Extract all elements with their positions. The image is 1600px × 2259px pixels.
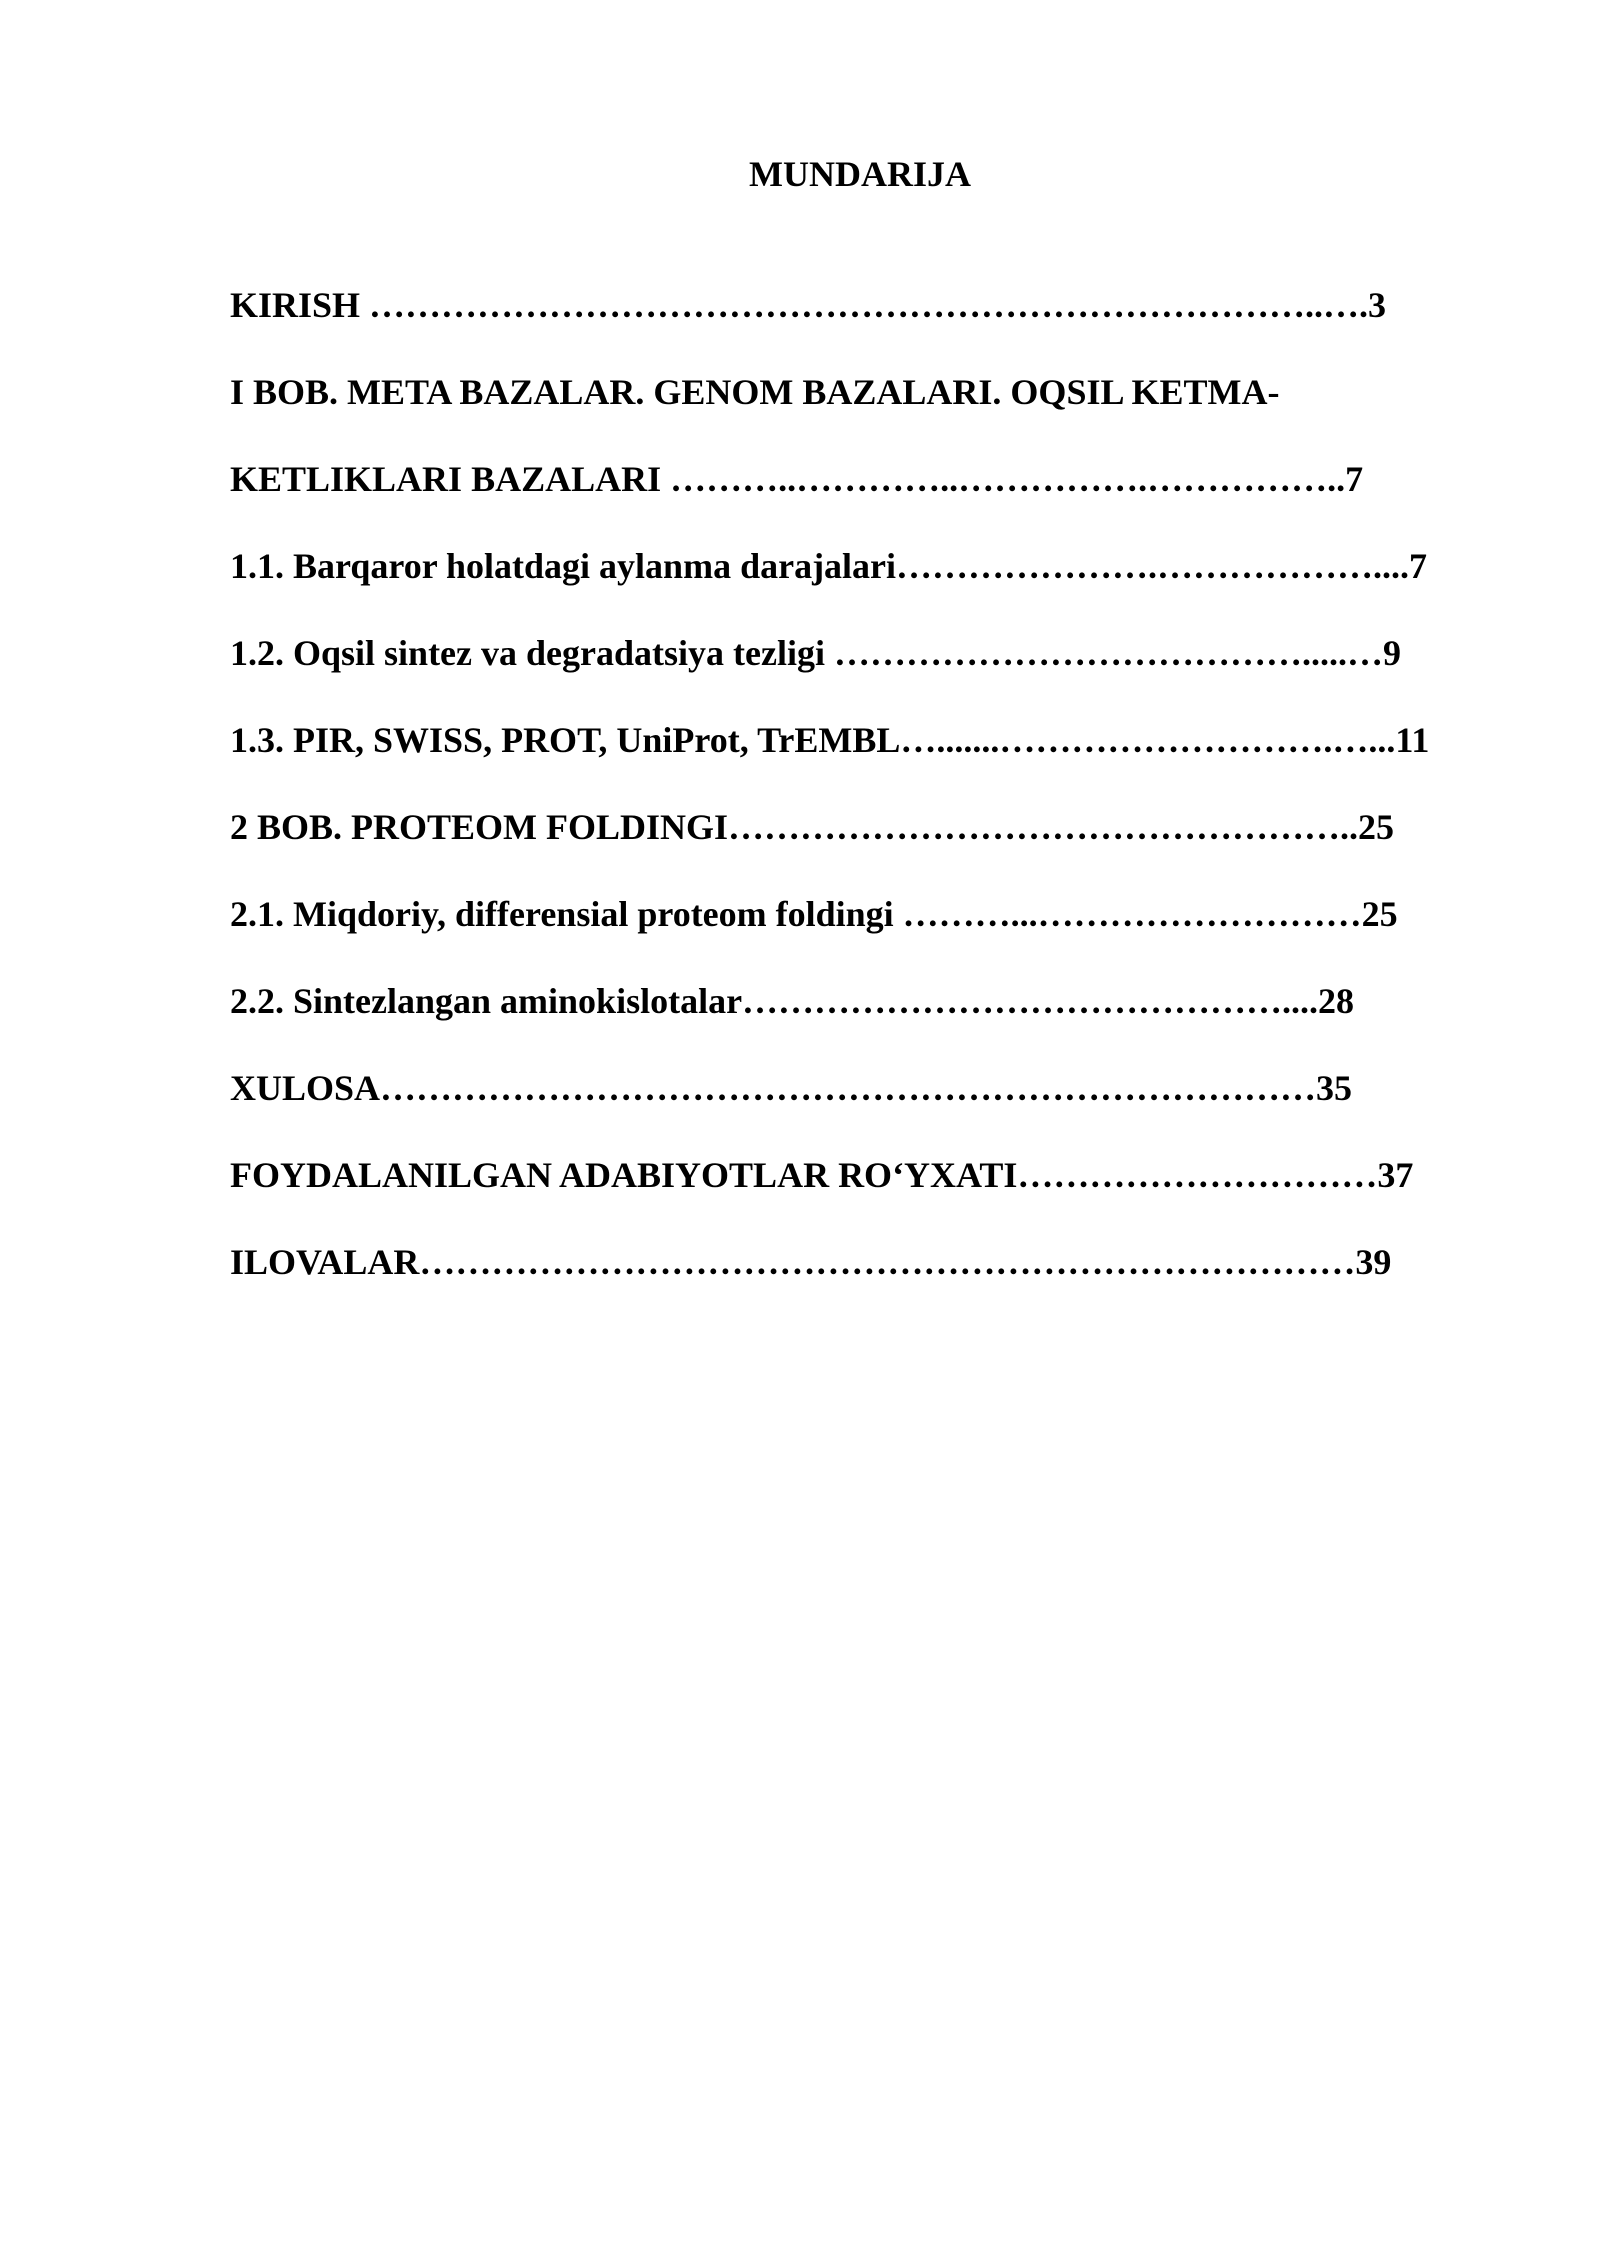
toc-entry-chapter-1 [230, 362, 1496, 449]
toc-entry-chapter-1-continued [230, 449, 1496, 536]
toc-entry-text: 2 BOB. PROTEOM FOLDINGI……………………………………………..25 [230, 807, 1395, 847]
table-of-contents [230, 275, 1496, 1319]
toc-entry-text: XULOSA……………………………………………………………………35 [230, 1068, 1353, 1108]
toc-entry-text: ILOVALAR……………………………………………………………………39 [230, 1242, 1392, 1282]
toc-entry-kirish [230, 275, 1496, 362]
toc-entry-ilovalar [230, 1232, 1496, 1319]
toc-entry-1-1 [230, 536, 1496, 623]
toc-entry-text: KETLIKLARI BAZALARI ………..…………..…………….……………..7 [230, 459, 1364, 499]
toc-entry-text: FOYDALANILGAN ADABIYOTLAR RO‘YXATI…………………………37 [230, 1155, 1414, 1195]
toc-entry-xulosa [230, 1058, 1496, 1145]
toc-entry-text: 1.3. PIR, SWISS, PROT, UniProt, TrEMBL….......……………………….…...11 [230, 720, 1430, 760]
toc-entry-1-2 [230, 623, 1496, 710]
toc-entry-2-1 [230, 884, 1496, 971]
document-title: MUNDARIJA [749, 154, 971, 194]
toc-entry-1-3 [230, 710, 1496, 797]
toc-entry-text: 1.1. Barqaror holatdagi aylanma darajalari………………….………………....7 [230, 546, 1428, 586]
toc-entry-text: I BOB. META BAZALAR. GENOM BAZALARI. OQSIL KETMA- [230, 372, 1280, 412]
toc-entry-text: 1.2. Oqsil sintez va degradatsiya tezligi ………………………………….....…9 [230, 633, 1401, 673]
toc-entry-references [230, 1145, 1496, 1232]
toc-entry-chapter-2 [230, 797, 1496, 884]
toc-entry-2-2 [230, 971, 1496, 1058]
toc-entry-text: KIRISH ……………………………………………………………………..….3 [230, 285, 1387, 325]
toc-entry-text: 2.2. Sintezlangan aminokislotalar………………………………………....28 [230, 981, 1355, 1021]
toc-entry-text: 2.1. Miqdoriy, differensial proteom foldingi ………...………………………25 [230, 894, 1398, 934]
